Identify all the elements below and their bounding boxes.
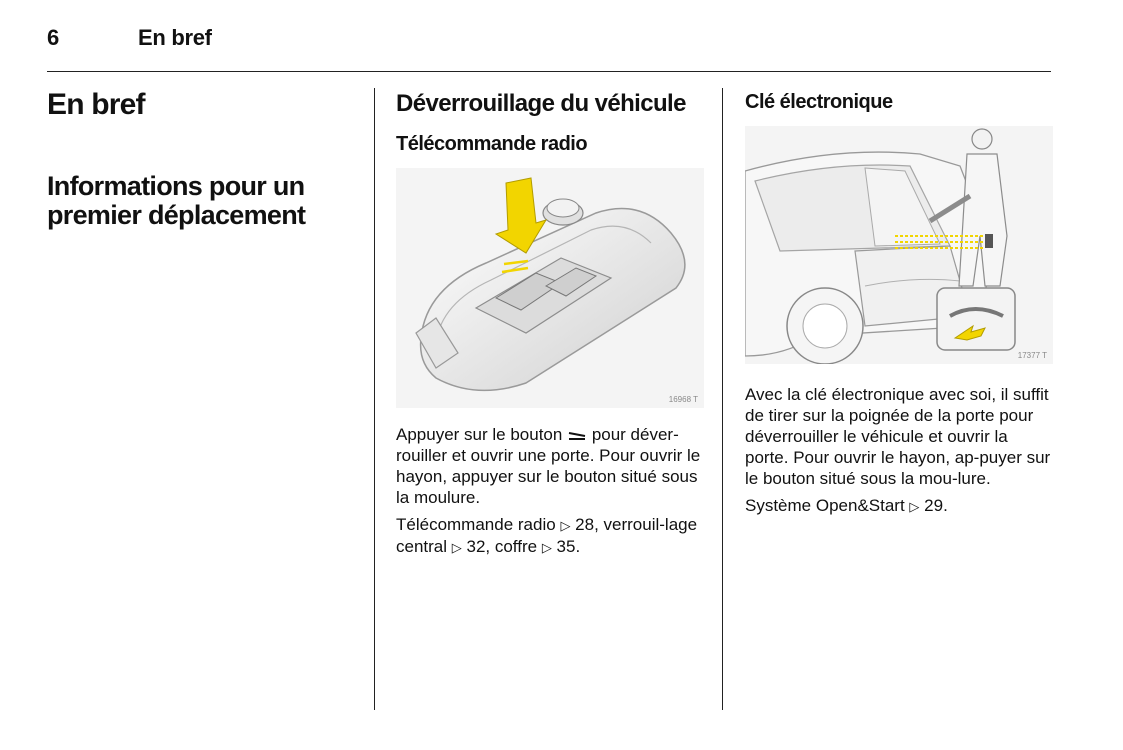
column-separator-2 <box>722 88 723 710</box>
section-title: Informations pour un premier déplacement <box>47 171 306 230</box>
page-number: 6 <box>47 25 59 50</box>
reference-text: Système Open&Start <box>745 496 905 515</box>
electronic-key-paragraph: Avec la clé électronique avec soi, il suffit de tirer sur la poignée de la porte pour déverrouiller le véhicule et ouvrir la porte. Pour ouvrir le hayon, ap-puyer sur le bouton situé sous la mou-lure. <box>745 385 1051 488</box>
column-2 <box>396 88 706 558</box>
reference-arrow-icon: ▷ <box>909 499 920 514</box>
running-header-title: En bref <box>138 25 212 50</box>
remote-text <box>396 424 706 558</box>
reference-text: 28, verrouil-lage central <box>396 515 698 556</box>
electronic-key-illustration <box>745 126 1053 364</box>
reference-text: Télécommande radio <box>396 515 556 534</box>
electronic-key-heading: Clé électronique <box>745 91 893 113</box>
figure-id: 16968 T <box>668 395 698 404</box>
reference-arrow-icon: ▷ <box>541 540 552 555</box>
remote-paragraph <box>396 424 706 508</box>
reference-text: 35. <box>556 537 581 556</box>
electronic-key-text <box>745 384 1055 517</box>
paragraph-text: pour déver-rouiller et ouvrir une porte. Pour ouvrir le hayon, appuyer sur le bouton situé sous la moulure. <box>396 425 701 507</box>
column-1 <box>47 86 357 230</box>
paragraph-text: Appuyer sur le bouton <box>396 425 563 444</box>
remote-key-illustration <box>396 168 704 408</box>
remote-key-drawing <box>396 168 704 408</box>
unlock-symbol-icon <box>567 430 587 442</box>
remote-references <box>396 514 706 558</box>
reference-arrow-icon: ▷ <box>560 518 571 533</box>
reference-arrow-icon: ▷ <box>451 540 462 555</box>
reference-text: 29. <box>924 496 948 515</box>
figure-id: 17377 T <box>1017 351 1047 360</box>
header-rule <box>47 71 1051 72</box>
column-separator-1 <box>374 88 375 710</box>
column-3 <box>745 88 1055 517</box>
car-door-drawing <box>745 126 1053 364</box>
chapter-title: En bref <box>47 88 145 121</box>
reference-text: 32, coffre <box>466 537 538 556</box>
electronic-key-references <box>745 495 1055 517</box>
unlock-heading: Déverrouillage du véhicule <box>396 90 686 117</box>
remote-heading: Télécommande radio <box>396 133 588 155</box>
